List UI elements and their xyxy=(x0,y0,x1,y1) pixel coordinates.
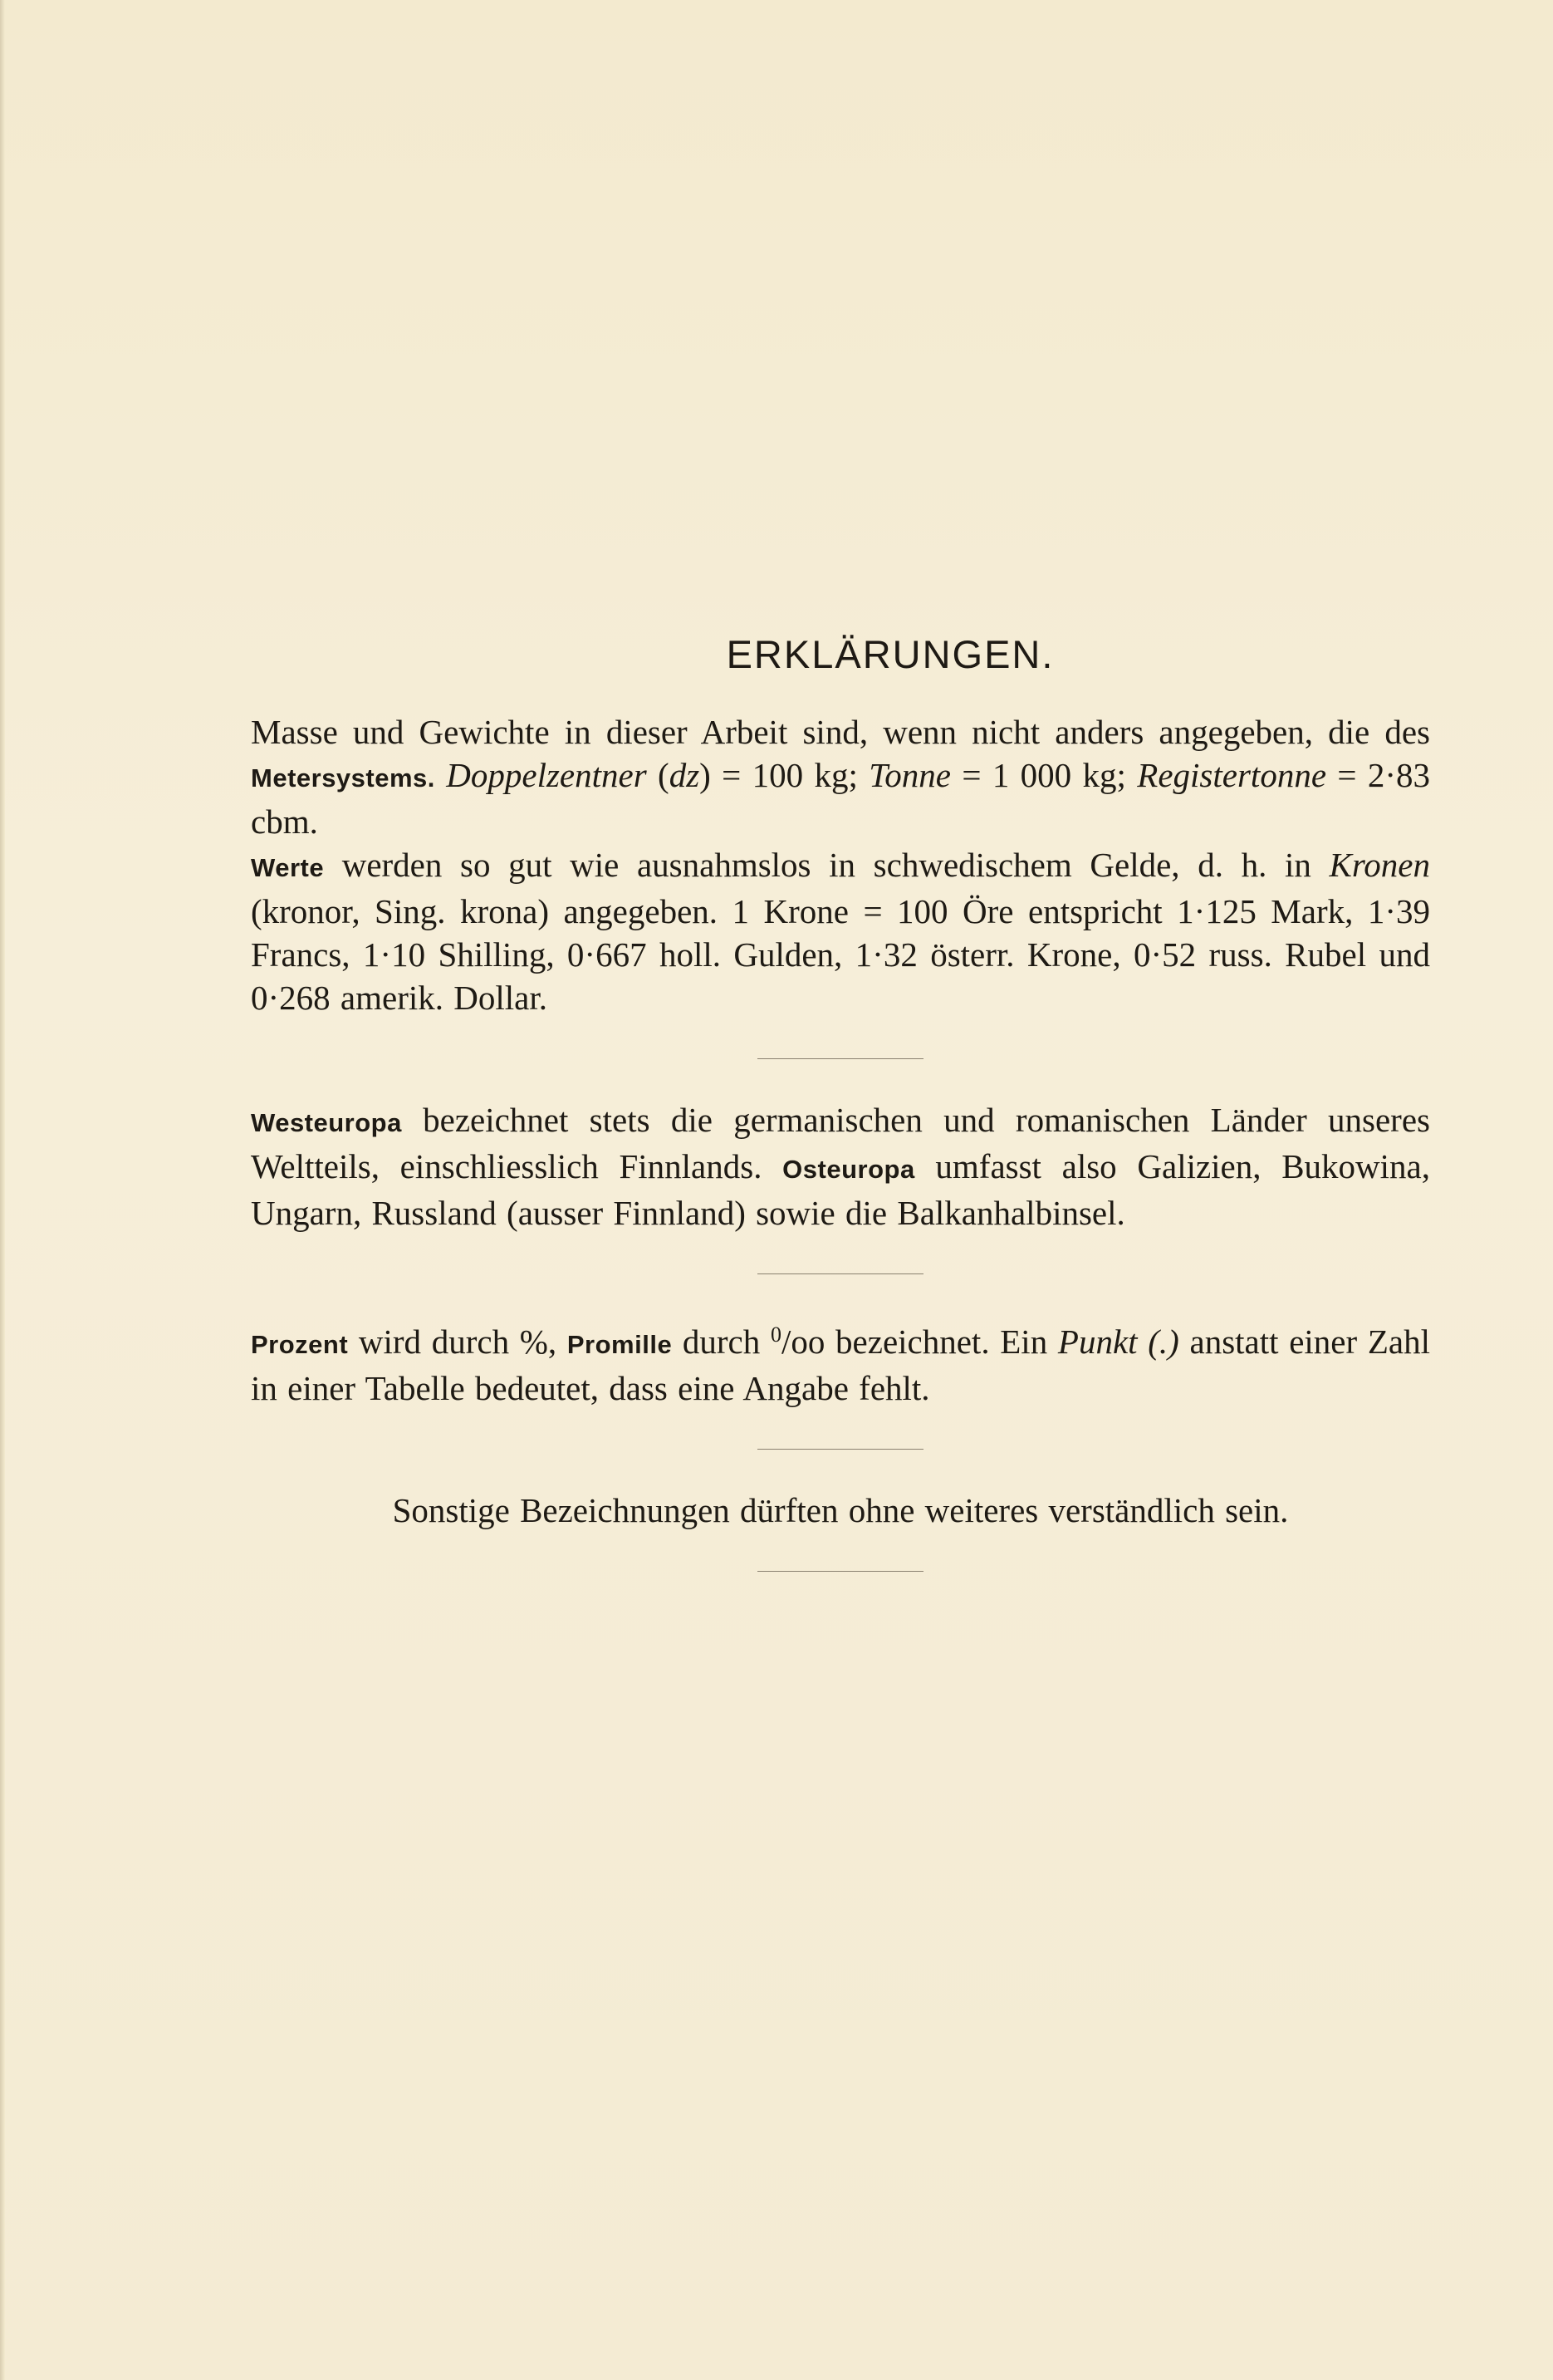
paragraph-symbols: Prozent wird durch %, Promille durch $^0$/oo bezeichnet. Ein Punkt (.) anstatt einer Zahl in einer Tabelle bedeutet, dass eine Angabe fehlt. xyxy=(251,1322,1430,1407)
divider xyxy=(757,1571,923,1572)
term-metersystems: Metersystems. xyxy=(251,763,435,793)
paragraph-regions: Westeuropa bezeichnet stets die germanischen und romanischen Länder unseres Weltteils, einschliesslich Finnlands. Osteuropa umfasst also Galizien, Bukowina, Ungarn, Russland (ausser Finnland) sowie die Balkanhalbinsel. xyxy=(251,1101,1430,1232)
term-registertonne: Registertonne xyxy=(1137,756,1327,794)
term-doppelzentner: Doppelzentner xyxy=(446,756,647,794)
divider xyxy=(757,1449,923,1450)
term-westeuropa: Westeuropa xyxy=(251,1108,402,1137)
divider xyxy=(757,1273,923,1274)
content xyxy=(251,631,1430,1611)
term-tonne: Tonne xyxy=(869,756,951,794)
paragraph-measures: Masse und Gewichte in dieser Arbeit sind, wenn nicht anders angegeben, die des Metersystems. Doppelzentner (dz) = 100 kg; Tonne = 1 000 kg; Registertonne = 2·83 cbm. xyxy=(251,713,1431,841)
paragraph-other: Sonstige Bezeichnungen dürften ohne weiteres verständlich sein. xyxy=(392,1491,1289,1529)
term-osteuropa: Osteuropa xyxy=(782,1155,915,1184)
term-promille: Promille xyxy=(566,1330,673,1359)
term-kronen: Kronen xyxy=(1329,846,1430,884)
term-werte: Werte xyxy=(251,853,325,882)
paragraph-currency: Werte werden so gut wie ausnahmslos in schwedischem Gelde, d. h. in Kronen (kronor, Sing. krona) angegeben. 1 Krone = 100 Öre entspricht 1·125 Mark, 1·39 Francs, 1·10 Shilling, 0·667 holl. Gulden, 1·32 österr. Krone, 0·52 russ. Rubel und 0·268 amerik. Dollar. xyxy=(251,846,1430,1017)
term-prozent: Prozent xyxy=(251,1330,349,1359)
page-edge xyxy=(0,0,5,2380)
divider xyxy=(757,1058,923,1059)
term-punkt: Punkt (.) xyxy=(1057,1322,1179,1361)
page-title: ERKLÄRUNGEN. xyxy=(726,632,1055,676)
